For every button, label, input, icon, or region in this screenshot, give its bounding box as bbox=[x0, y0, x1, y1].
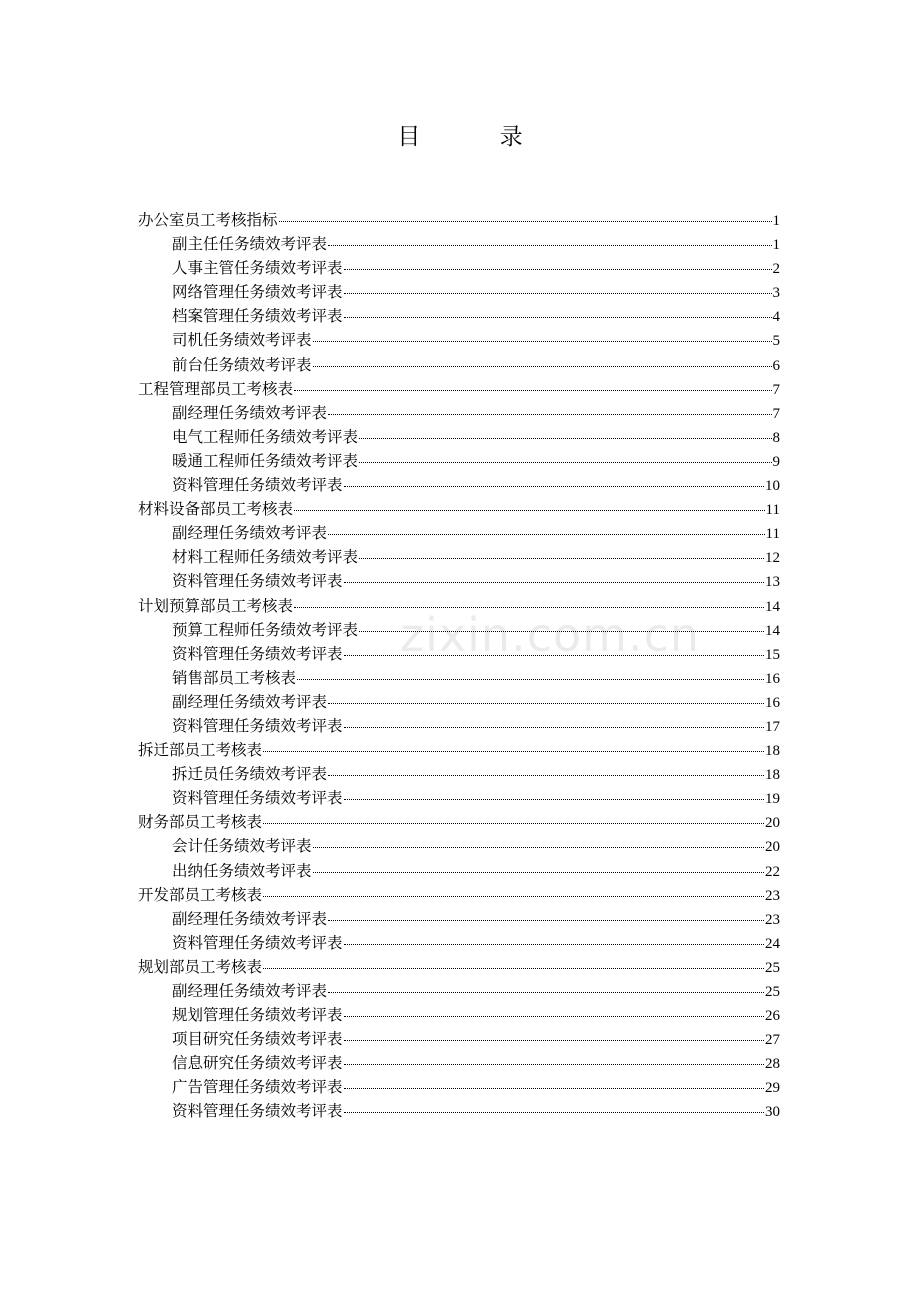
dot-leader bbox=[294, 607, 764, 608]
toc-page-number: 8 bbox=[772, 429, 780, 446]
dot-leader bbox=[344, 727, 764, 728]
toc-page-number: 2 bbox=[772, 261, 780, 278]
toc-page-number: 11 bbox=[765, 526, 780, 543]
toc-subentry[interactable] bbox=[138, 1051, 780, 1075]
dot-leader bbox=[328, 992, 764, 993]
toc-entry-label: 资料管理任务绩效考评表 bbox=[172, 572, 343, 591]
toc-entry-label: 材料工程师任务绩效考评表 bbox=[172, 548, 359, 567]
toc-subentry[interactable] bbox=[138, 786, 780, 810]
toc-page-number: 24 bbox=[765, 935, 780, 952]
toc-entry-label: 办公室员工考核指标 bbox=[138, 211, 278, 229]
toc-entry-label: 副经理任务绩效考评表 bbox=[172, 909, 328, 928]
toc-subentry[interactable] bbox=[138, 569, 780, 593]
toc-page-number: 29 bbox=[765, 1080, 780, 1097]
toc-entry-label: 副经理任务绩效考评表 bbox=[172, 982, 328, 1000]
toc-page-number: 16 bbox=[765, 694, 780, 711]
dot-leader bbox=[313, 341, 772, 342]
dot-leader bbox=[328, 775, 764, 776]
toc-subentry[interactable] bbox=[138, 714, 780, 738]
toc-page-number: 17 bbox=[765, 718, 780, 735]
dot-leader bbox=[297, 679, 764, 680]
dot-leader bbox=[328, 703, 764, 704]
toc-entry-label: 电气工程师任务绩效考评表 bbox=[172, 427, 359, 446]
toc-page-number: 23 bbox=[765, 887, 780, 904]
toc-section-entry[interactable] bbox=[138, 377, 780, 401]
toc-subentry[interactable] bbox=[138, 1075, 780, 1099]
toc-page-number: 15 bbox=[765, 646, 780, 663]
toc-subentry[interactable] bbox=[138, 690, 780, 714]
toc-subentry[interactable] bbox=[138, 232, 780, 256]
dot-leader bbox=[294, 510, 765, 511]
dot-leader bbox=[344, 799, 764, 800]
watermark: zixin.com.cn bbox=[400, 608, 701, 662]
toc-page-number: 9 bbox=[772, 453, 780, 470]
toc-entry-label: 销售部员工考核表 bbox=[172, 668, 297, 687]
toc-subentry[interactable] bbox=[138, 762, 780, 786]
toc-entry-label: 副主任任务绩效考评表 bbox=[172, 235, 328, 254]
toc-subentry[interactable] bbox=[138, 473, 780, 497]
toc-subentry[interactable] bbox=[138, 256, 780, 280]
dot-leader bbox=[328, 534, 765, 535]
toc-page-number: 25 bbox=[765, 959, 780, 976]
toc-page-number: 18 bbox=[765, 743, 780, 760]
toc-subentry[interactable] bbox=[138, 642, 780, 666]
toc-entry-label: 拆迁员任务绩效考评表 bbox=[172, 765, 328, 784]
toc-subentry[interactable] bbox=[138, 618, 780, 642]
dot-leader bbox=[344, 486, 764, 487]
toc-entry-label: 档案管理任务绩效考评表 bbox=[172, 307, 343, 326]
toc-section-entry[interactable] bbox=[138, 594, 780, 618]
dot-leader bbox=[359, 558, 764, 559]
toc-page-number: 1 bbox=[772, 213, 780, 229]
toc-entry-label: 出纳任务绩效考评表 bbox=[172, 861, 312, 880]
toc-page-number: 26 bbox=[765, 1008, 780, 1025]
toc-entry-label: 副经理任务绩效考评表 bbox=[172, 403, 328, 422]
toc-entry-label: 资料管理任务绩效考评表 bbox=[172, 789, 343, 808]
dot-leader bbox=[263, 968, 764, 969]
toc-subentry[interactable] bbox=[138, 1027, 780, 1051]
dot-leader bbox=[328, 920, 764, 921]
toc-subentry[interactable] bbox=[138, 401, 780, 425]
toc-entry-label: 预算工程师任务绩效考评表 bbox=[172, 620, 359, 639]
toc-subentry[interactable] bbox=[138, 280, 780, 304]
toc-subentry[interactable] bbox=[138, 859, 780, 883]
toc-entry-label: 信息研究任务绩效考评表 bbox=[172, 1054, 343, 1073]
toc-entry-label: 广告管理任务绩效考评表 bbox=[172, 1078, 343, 1097]
toc-entry-label: 资料管理任务绩效考评表 bbox=[172, 644, 343, 663]
page-title: 目 录 bbox=[397, 124, 559, 150]
dot-leader bbox=[313, 872, 764, 873]
toc-section-entry[interactable] bbox=[138, 497, 780, 521]
toc-subentry[interactable] bbox=[138, 1003, 780, 1027]
toc-page-number: 27 bbox=[765, 1032, 780, 1049]
toc-entry-label: 材料设备部员工考核表 bbox=[138, 500, 294, 519]
dot-leader bbox=[344, 655, 764, 656]
toc-page-number: 22 bbox=[765, 863, 780, 880]
dot-leader bbox=[263, 823, 764, 824]
toc-section-entry[interactable] bbox=[138, 955, 780, 979]
dot-leader bbox=[344, 317, 772, 318]
toc-page-number: 14 bbox=[765, 598, 780, 615]
toc-subentry[interactable] bbox=[138, 666, 780, 690]
toc-page-number: 10 bbox=[765, 478, 780, 495]
toc-subentry[interactable] bbox=[138, 304, 780, 328]
toc-page-number: 12 bbox=[765, 550, 780, 567]
toc-entry-label: 副经理任务绩效考评表 bbox=[172, 692, 328, 711]
toc-page-number: 20 bbox=[765, 815, 780, 832]
toc-section-entry[interactable] bbox=[138, 883, 780, 907]
toc-page-number: 20 bbox=[765, 839, 780, 856]
toc-page-number: 19 bbox=[765, 791, 780, 808]
toc-page-number: 7 bbox=[772, 405, 780, 422]
toc-section-entry[interactable] bbox=[138, 738, 780, 762]
toc-entry-label: 拆迁部员工考核表 bbox=[138, 741, 263, 760]
dot-leader bbox=[344, 944, 764, 945]
dot-leader bbox=[344, 269, 772, 270]
toc-entry-label: 资料管理任务绩效考评表 bbox=[172, 716, 343, 735]
toc-entry-label: 开发部员工考核表 bbox=[138, 885, 263, 904]
toc-entry-label: 财务部员工考核表 bbox=[138, 813, 263, 832]
toc-entry-label: 暖通工程师任务绩效考评表 bbox=[172, 451, 359, 470]
toc-entry-label: 规划部员工考核表 bbox=[138, 957, 263, 976]
dot-leader bbox=[344, 1112, 764, 1113]
toc-subentry[interactable] bbox=[138, 1099, 780, 1123]
toc-entry-label: 项目研究任务绩效考评表 bbox=[172, 1030, 343, 1049]
toc-subentry[interactable] bbox=[138, 907, 780, 931]
dot-leader bbox=[344, 582, 764, 583]
toc-subentry[interactable] bbox=[138, 834, 780, 858]
dot-leader bbox=[344, 1064, 764, 1065]
toc-page-number: 18 bbox=[765, 767, 780, 784]
toc-page-number: 13 bbox=[765, 574, 780, 591]
dot-leader bbox=[359, 462, 771, 463]
toc-entry-label: 人事主管任务绩效考评表 bbox=[172, 259, 343, 278]
dot-leader bbox=[344, 1040, 764, 1041]
toc-page-number: 3 bbox=[772, 285, 780, 302]
dot-leader bbox=[344, 1016, 764, 1017]
toc-entry-label: 计划预算部员工考核表 bbox=[138, 596, 294, 615]
toc-entry-label: 资料管理任务绩效考评表 bbox=[172, 1102, 343, 1121]
toc-page-number: 5 bbox=[772, 333, 780, 350]
dot-leader bbox=[313, 366, 772, 367]
toc-entry-label: 前台任务绩效考评表 bbox=[172, 355, 312, 374]
toc-subentry[interactable] bbox=[138, 328, 780, 352]
toc-page-number: 16 bbox=[765, 670, 780, 687]
toc-page-number: 11 bbox=[765, 502, 780, 519]
toc-subentry[interactable] bbox=[138, 521, 780, 545]
toc-subentry[interactable] bbox=[138, 979, 780, 1003]
dot-leader bbox=[344, 1088, 764, 1089]
toc-page-number: 23 bbox=[765, 911, 780, 928]
dot-leader bbox=[263, 896, 764, 897]
toc-entry-label: 会计任务绩效考评表 bbox=[172, 837, 312, 856]
dot-leader bbox=[263, 751, 764, 752]
toc-page-number: 30 bbox=[765, 1104, 780, 1121]
dot-leader bbox=[294, 390, 771, 391]
dot-leader bbox=[359, 631, 764, 632]
dot-leader bbox=[279, 221, 772, 222]
toc-subentry[interactable] bbox=[138, 425, 780, 449]
toc-entry-label: 副经理任务绩效考评表 bbox=[172, 524, 328, 543]
toc-entry-label: 司机任务绩效考评表 bbox=[172, 331, 312, 350]
toc-page-number: 4 bbox=[772, 309, 780, 326]
toc-subentry[interactable] bbox=[138, 353, 780, 377]
toc-page-number: 1 bbox=[772, 237, 780, 254]
toc-entry-label: 规划管理任务绩效考评表 bbox=[172, 1006, 343, 1025]
toc-subentry[interactable] bbox=[138, 449, 780, 473]
toc-section-entry[interactable] bbox=[138, 810, 780, 834]
toc-section-entry[interactable] bbox=[138, 208, 780, 232]
toc-page-number: 28 bbox=[765, 1056, 780, 1073]
dot-leader bbox=[359, 438, 771, 439]
toc-subentry[interactable] bbox=[138, 545, 780, 569]
toc-page-number: 6 bbox=[772, 357, 780, 374]
toc-entry-label: 资料管理任务绩效考评表 bbox=[172, 476, 343, 495]
toc-entry-label: 网络管理任务绩效考评表 bbox=[172, 283, 343, 302]
toc-subentry[interactable] bbox=[138, 931, 780, 955]
dot-leader bbox=[344, 293, 772, 294]
toc-entry-label: 工程管理部员工考核表 bbox=[138, 379, 294, 398]
table-of-contents bbox=[138, 208, 780, 1124]
toc-page-number: 7 bbox=[772, 381, 780, 398]
dot-leader bbox=[328, 414, 771, 415]
toc-page-number: 25 bbox=[765, 984, 780, 1000]
toc-page-number: 14 bbox=[765, 622, 780, 639]
toc-entry-label: 资料管理任务绩效考评表 bbox=[172, 933, 343, 952]
dot-leader bbox=[328, 245, 771, 246]
dot-leader bbox=[313, 847, 764, 848]
